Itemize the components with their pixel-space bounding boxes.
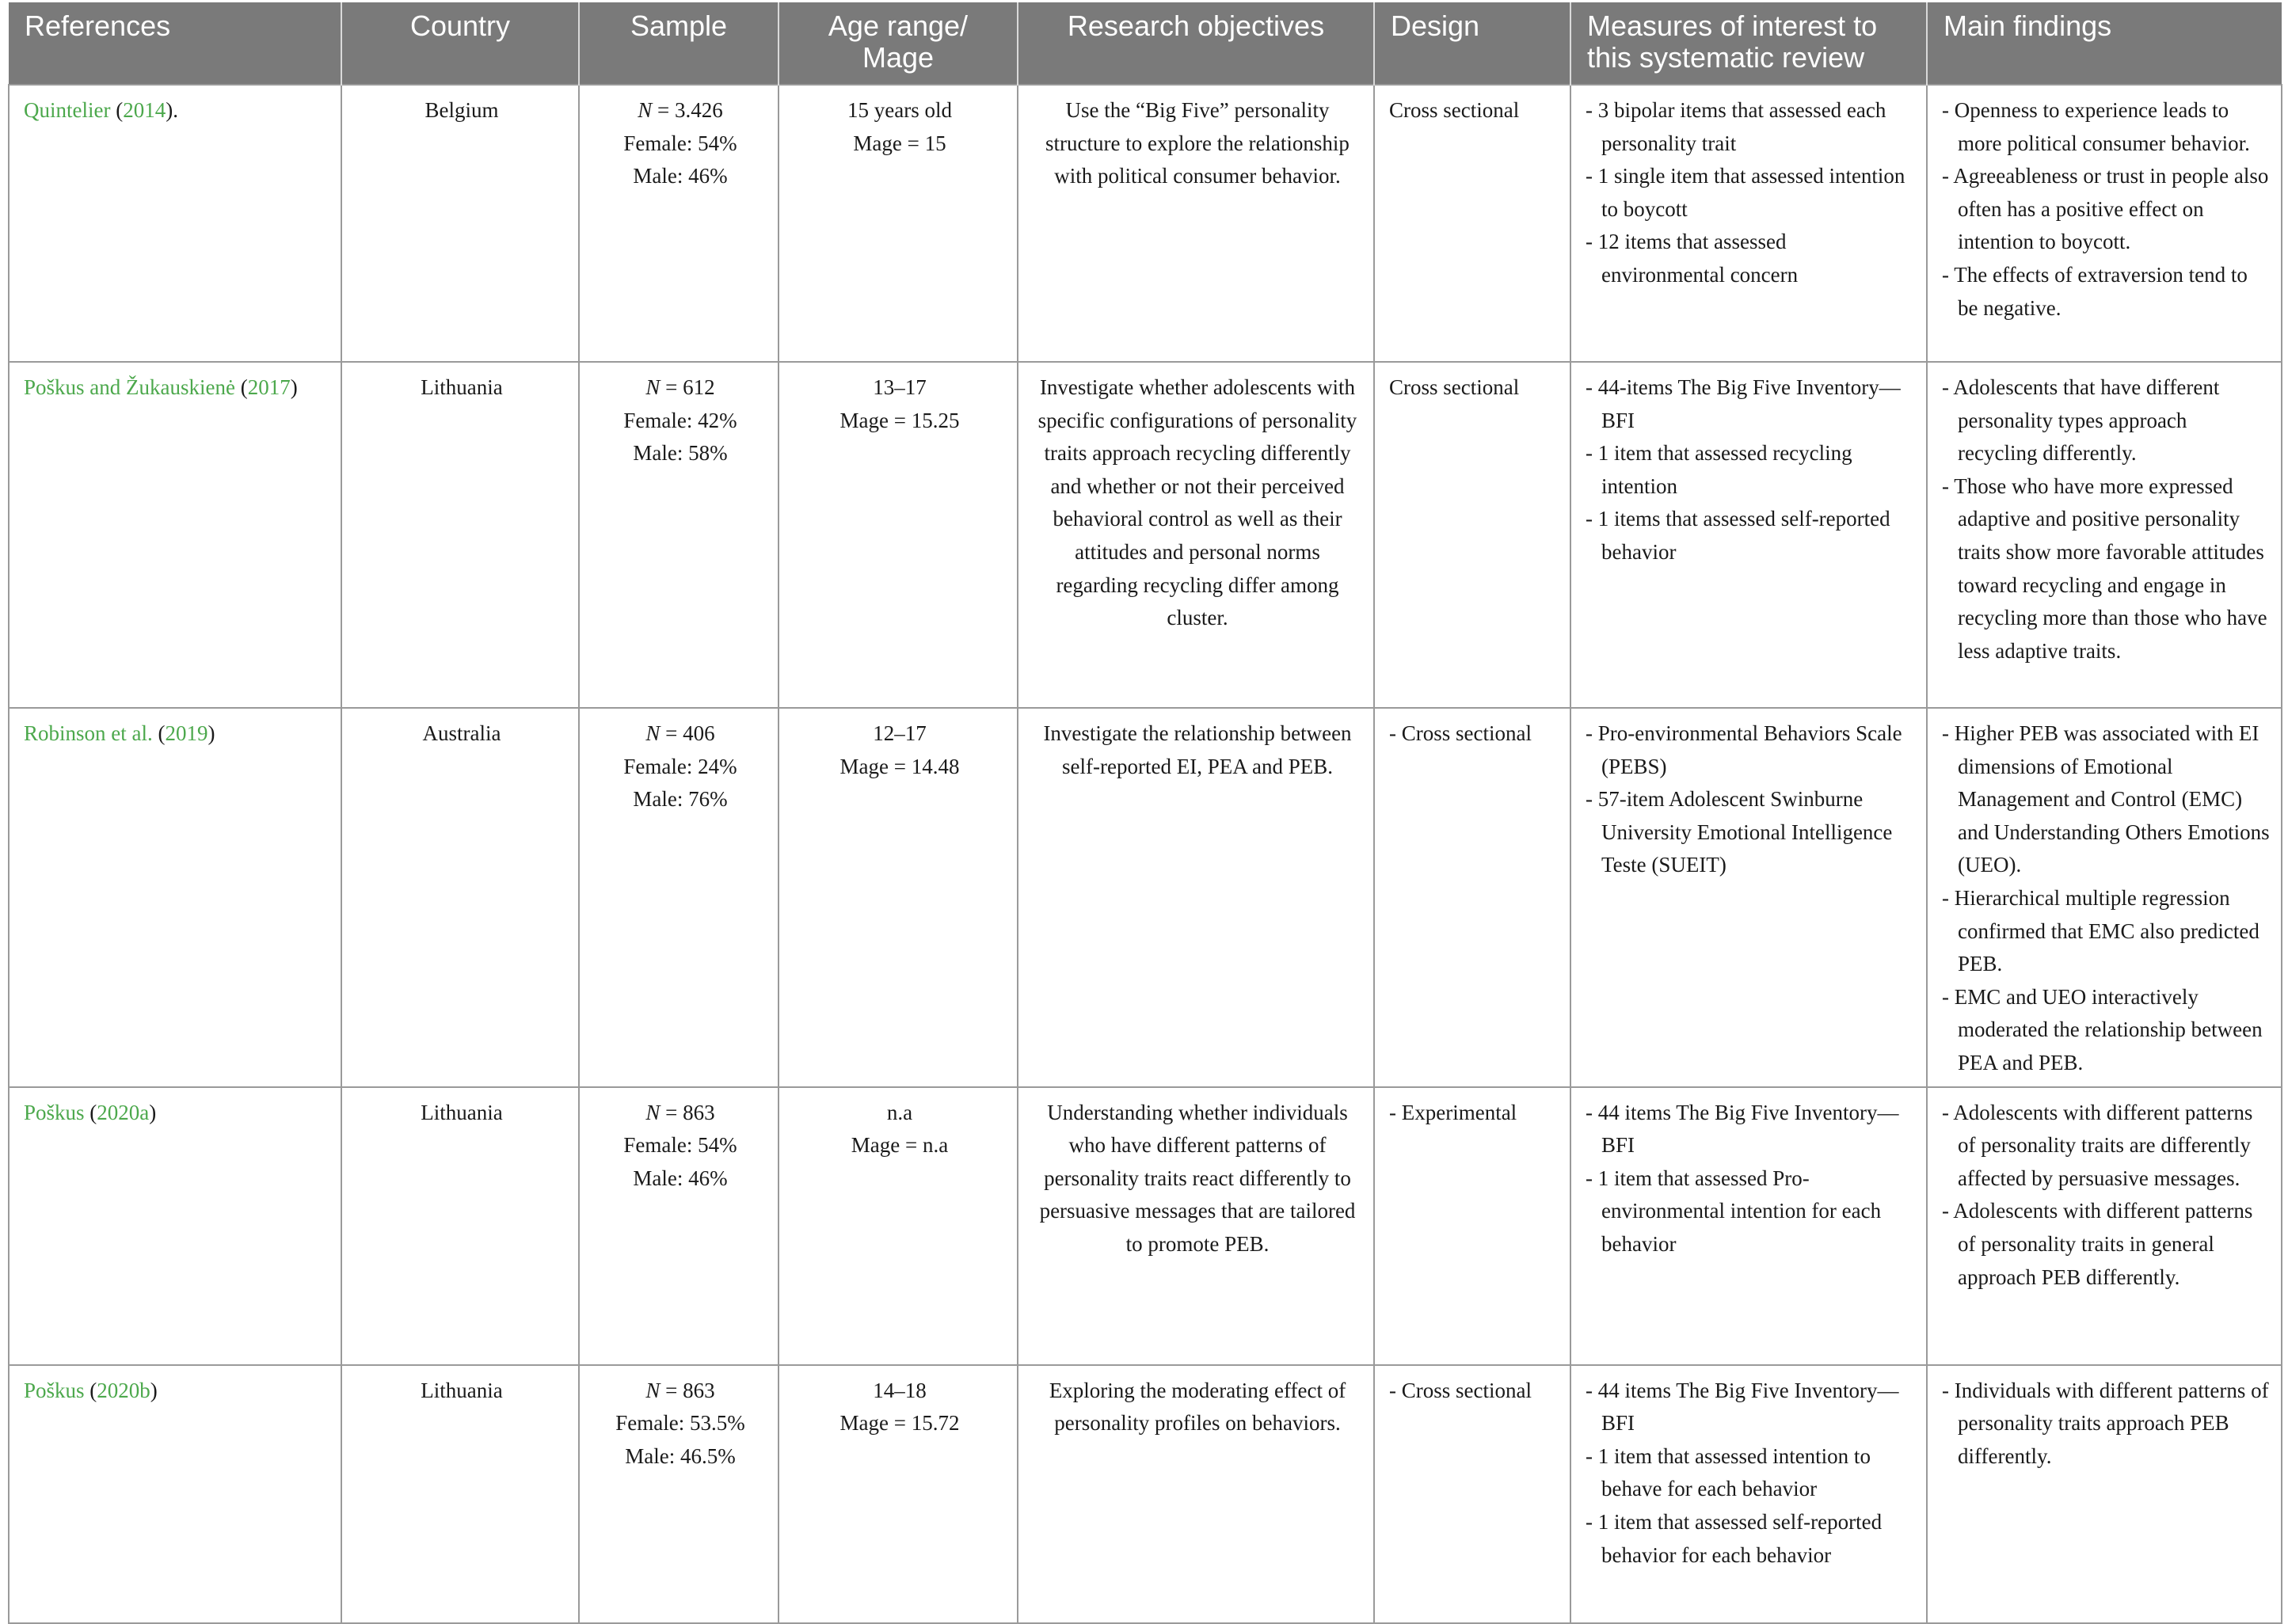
header-age-range: Age range/ Mage [779, 2, 1018, 85]
measure-item: - 1 single item that assessed intention to boycott [1586, 164, 1905, 221]
systematic-review-table [8, 2, 2282, 1624]
sample-n: N = 863 [645, 1100, 715, 1124]
objective-cell: Use the “Big Five” personality structure to explore the relationship with political consumer behavior. [1018, 85, 1374, 362]
sample-cell [579, 85, 779, 362]
findings-cell [1927, 1365, 2282, 1623]
mage: Mage = n.a [851, 1133, 949, 1158]
findings-list [1942, 1097, 2270, 1295]
findings-list [1942, 717, 2270, 1080]
reference-author-link[interactable]: Poškus [24, 1100, 85, 1124]
findings-list [1942, 371, 2270, 667]
country-cell: Lithuania [341, 362, 579, 708]
reference-year-link[interactable]: 2019 [165, 721, 208, 745]
measures-cell [1570, 85, 1927, 362]
sample-n: N = 863 [645, 1378, 715, 1402]
sample-n-value: 3.426 [675, 98, 723, 122]
reference-cell: Robinson et al. (2019) [9, 708, 341, 1087]
age-cell [779, 1365, 1018, 1623]
sample-female: Female: 24% [623, 754, 737, 778]
objective-cell: Investigate the relationship between self-reported EI, PEA and PEB. [1018, 708, 1374, 1087]
sample-cell [579, 708, 779, 1087]
measure-item: - 44 items The Big Five Inventory—BFI [1586, 1100, 1899, 1158]
findings-cell [1927, 362, 2282, 708]
table-row [9, 1087, 2282, 1365]
age-cell [779, 708, 1018, 1087]
sample-female: Female: 53.5% [615, 1411, 745, 1436]
reference-author-link[interactable]: Poškus [24, 1378, 85, 1402]
table-row [9, 362, 2282, 708]
measures-cell [1570, 1087, 1927, 1365]
age-cell [779, 85, 1018, 362]
measure-item: - 44-items The Big Five Inventory—BFI [1586, 375, 1901, 432]
measure-item: - 1 item that assessed Pro-environmental intention for each behavior [1586, 1166, 1882, 1256]
findings-cell [1927, 708, 2282, 1087]
sample-male: Male: 58% [633, 441, 728, 466]
measures-list [1586, 94, 1915, 292]
sample-n-value: 612 [683, 375, 715, 399]
sample-male: Male: 76% [633, 787, 728, 812]
sample-male: Male: 46% [633, 164, 728, 188]
reference-suffix: ) [150, 1378, 158, 1402]
header-main-findings: Main findings [1927, 2, 2282, 85]
measure-item: - 57-item Adolescent Swinburne University Emotional Intelligence Teste (SUEIT) [1586, 787, 1893, 877]
measure-item: - Pro-environmental Behaviors Scale (PEBS) [1586, 721, 1902, 778]
reference-suffix: ) [207, 721, 215, 745]
measure-item: - 1 items that assessed self-reported behavior [1586, 507, 1890, 564]
header-references: References [9, 2, 341, 85]
header-design: Design [1374, 2, 1570, 85]
sample-cell [579, 1365, 779, 1623]
age-range: n.a [886, 1100, 913, 1124]
reference-author-link[interactable]: Robinson et al. [24, 721, 153, 745]
measure-item: - 1 item that assessed intention to behave for each behavior [1586, 1443, 1871, 1501]
finding-item: - Adolescents with different patterns of personality traits in general approach PEB differently. [1942, 1199, 2253, 1289]
measures-list [1586, 371, 1915, 569]
country-cell: Lithuania [341, 1087, 579, 1365]
sample-n-value: 863 [683, 1100, 715, 1124]
sample-n: N = 612 [645, 375, 715, 399]
finding-item: - Hierarchical multiple regression confirmed that EMC also predicted PEB. [1942, 885, 2259, 976]
reference-author-link[interactable]: Quintelier [24, 98, 111, 122]
measures-cell [1570, 362, 1927, 708]
reference-cell: Poškus and Žukauskienė (2017) [9, 362, 341, 708]
objective-cell: Exploring the moderating effect of personality profiles on behaviors. [1018, 1365, 1374, 1623]
finding-item: - Adolescents that have different personality types approach recycling differently. [1942, 375, 2220, 466]
measures-list [1586, 1097, 1915, 1261]
reference-year-link[interactable]: 2020a [97, 1100, 150, 1124]
reference-year-link[interactable]: 2017 [247, 375, 291, 399]
sample-n-value: 406 [683, 721, 715, 745]
findings-list [1942, 1375, 2270, 1474]
age-range: 12–17 [873, 721, 927, 745]
design-cell: - Cross sectional [1374, 1365, 1570, 1623]
table-row [9, 708, 2282, 1087]
reference-cell: Poškus (2020a) [9, 1087, 341, 1365]
header-measures: Measures of interest to this systematic review [1570, 2, 1927, 85]
sample-male: Male: 46.5% [625, 1443, 736, 1468]
table-row [9, 1365, 2282, 1623]
header-sample: Sample [579, 2, 779, 85]
mage: Mage = 15.72 [839, 1411, 960, 1436]
country-cell: Belgium [341, 85, 579, 362]
reference-year-link[interactable]: 2020b [97, 1378, 150, 1402]
mage: Mage = 14.48 [839, 754, 960, 778]
age-cell [779, 362, 1018, 708]
measures-list [1586, 717, 1915, 882]
measure-item: - 1 item that assessed self-reported behavior for each behavior [1586, 1509, 1883, 1567]
sample-n-value: 863 [683, 1378, 715, 1402]
design-cell: Cross sectional [1374, 85, 1570, 362]
measure-item: - 3 bipolar items that assessed each personality trait [1586, 98, 1886, 155]
age-range: 14–18 [873, 1378, 927, 1402]
sample-cell [579, 362, 779, 708]
reference-suffix: ) [149, 1100, 157, 1124]
reference-suffix: ) [290, 375, 298, 399]
findings-list [1942, 94, 2270, 325]
header-row [9, 2, 2282, 85]
sample-female: Female: 54% [623, 1133, 737, 1158]
reference-author-link[interactable]: Poškus and Žukauskienė [24, 375, 235, 399]
design-cell: Cross sectional [1374, 362, 1570, 708]
sample-n: N = 3.426 [638, 98, 723, 122]
measure-item: - 1 item that assessed recycling intention [1586, 441, 1852, 498]
design-cell: - Experimental [1374, 1087, 1570, 1365]
sample-cell [579, 1087, 779, 1365]
finding-item: - Agreeableness or trust in people also often has a positive effect on intention to boycott. [1942, 164, 2269, 254]
mage: Mage = 15 [853, 131, 946, 155]
sample-female: Female: 42% [623, 408, 737, 432]
finding-item: - EMC and UEO interactively moderated the relationship between PEA and PEB. [1942, 984, 2263, 1074]
age-cell [779, 1087, 1018, 1365]
age-range: 15 years old [847, 98, 952, 122]
objective-cell: Investigate whether adolescents with specific configurations of personality traits approach recycling differently and whether or not their perceived behavioral control as well as their attitudes and personal norms regarding recycling differ among cluster. [1018, 362, 1374, 708]
finding-item: - Adolescents with different patterns of personality traits are differently affected by persuasive messages. [1942, 1100, 2253, 1190]
measure-item: - 12 items that assessed environmental concern [1586, 230, 1799, 287]
finding-item: - Those who have more expressed adaptive and positive personality traits show more favorable attitudes toward recycling and engage in recycling more than those who have less adaptive traits. [1942, 474, 2267, 663]
reference-suffix: ). [166, 98, 178, 122]
finding-item: - Openness to experience leads to more political consumer behavior. [1942, 98, 2250, 155]
reference-cell: Quintelier (2014). [9, 85, 341, 362]
measures-cell [1570, 708, 1927, 1087]
table-row [9, 85, 2282, 362]
design-cell: - Cross sectional [1374, 708, 1570, 1087]
finding-item: - Higher PEB was associated with EI dimensions of Emotional Management and Control (EMC) and Understanding Others Emotions (UEO). [1942, 721, 2270, 877]
header-research-objectives: Research objectives [1018, 2, 1374, 85]
reference-cell: Poškus (2020b) [9, 1365, 341, 1623]
reference-year-link[interactable]: 2014 [123, 98, 166, 122]
findings-cell [1927, 85, 2282, 362]
finding-item: - The effects of extraversion tend to be negative. [1942, 262, 2248, 320]
objective-cell: Understanding whether individuals who have different patterns of personality traits react differently to persuasive messages that are tailored to promote PEB. [1018, 1087, 1374, 1365]
findings-cell [1927, 1087, 2282, 1365]
country-cell: Lithuania [341, 1365, 579, 1623]
measures-cell [1570, 1365, 1927, 1623]
country-cell: Australia [341, 708, 579, 1087]
systematic-review-table-container [8, 2, 2281, 1624]
sample-n: N = 406 [645, 721, 715, 745]
measure-item: - 44 items The Big Five Inventory—BFI [1586, 1378, 1899, 1436]
mage: Mage = 15.25 [839, 408, 960, 432]
finding-item: - Individuals with different patterns of personality traits approach PEB differently. [1942, 1378, 2269, 1468]
age-range: 13–17 [873, 375, 927, 399]
sample-male: Male: 46% [633, 1166, 728, 1190]
measures-list [1586, 1375, 1915, 1573]
sample-female: Female: 54% [623, 131, 737, 155]
header-country: Country [341, 2, 579, 85]
